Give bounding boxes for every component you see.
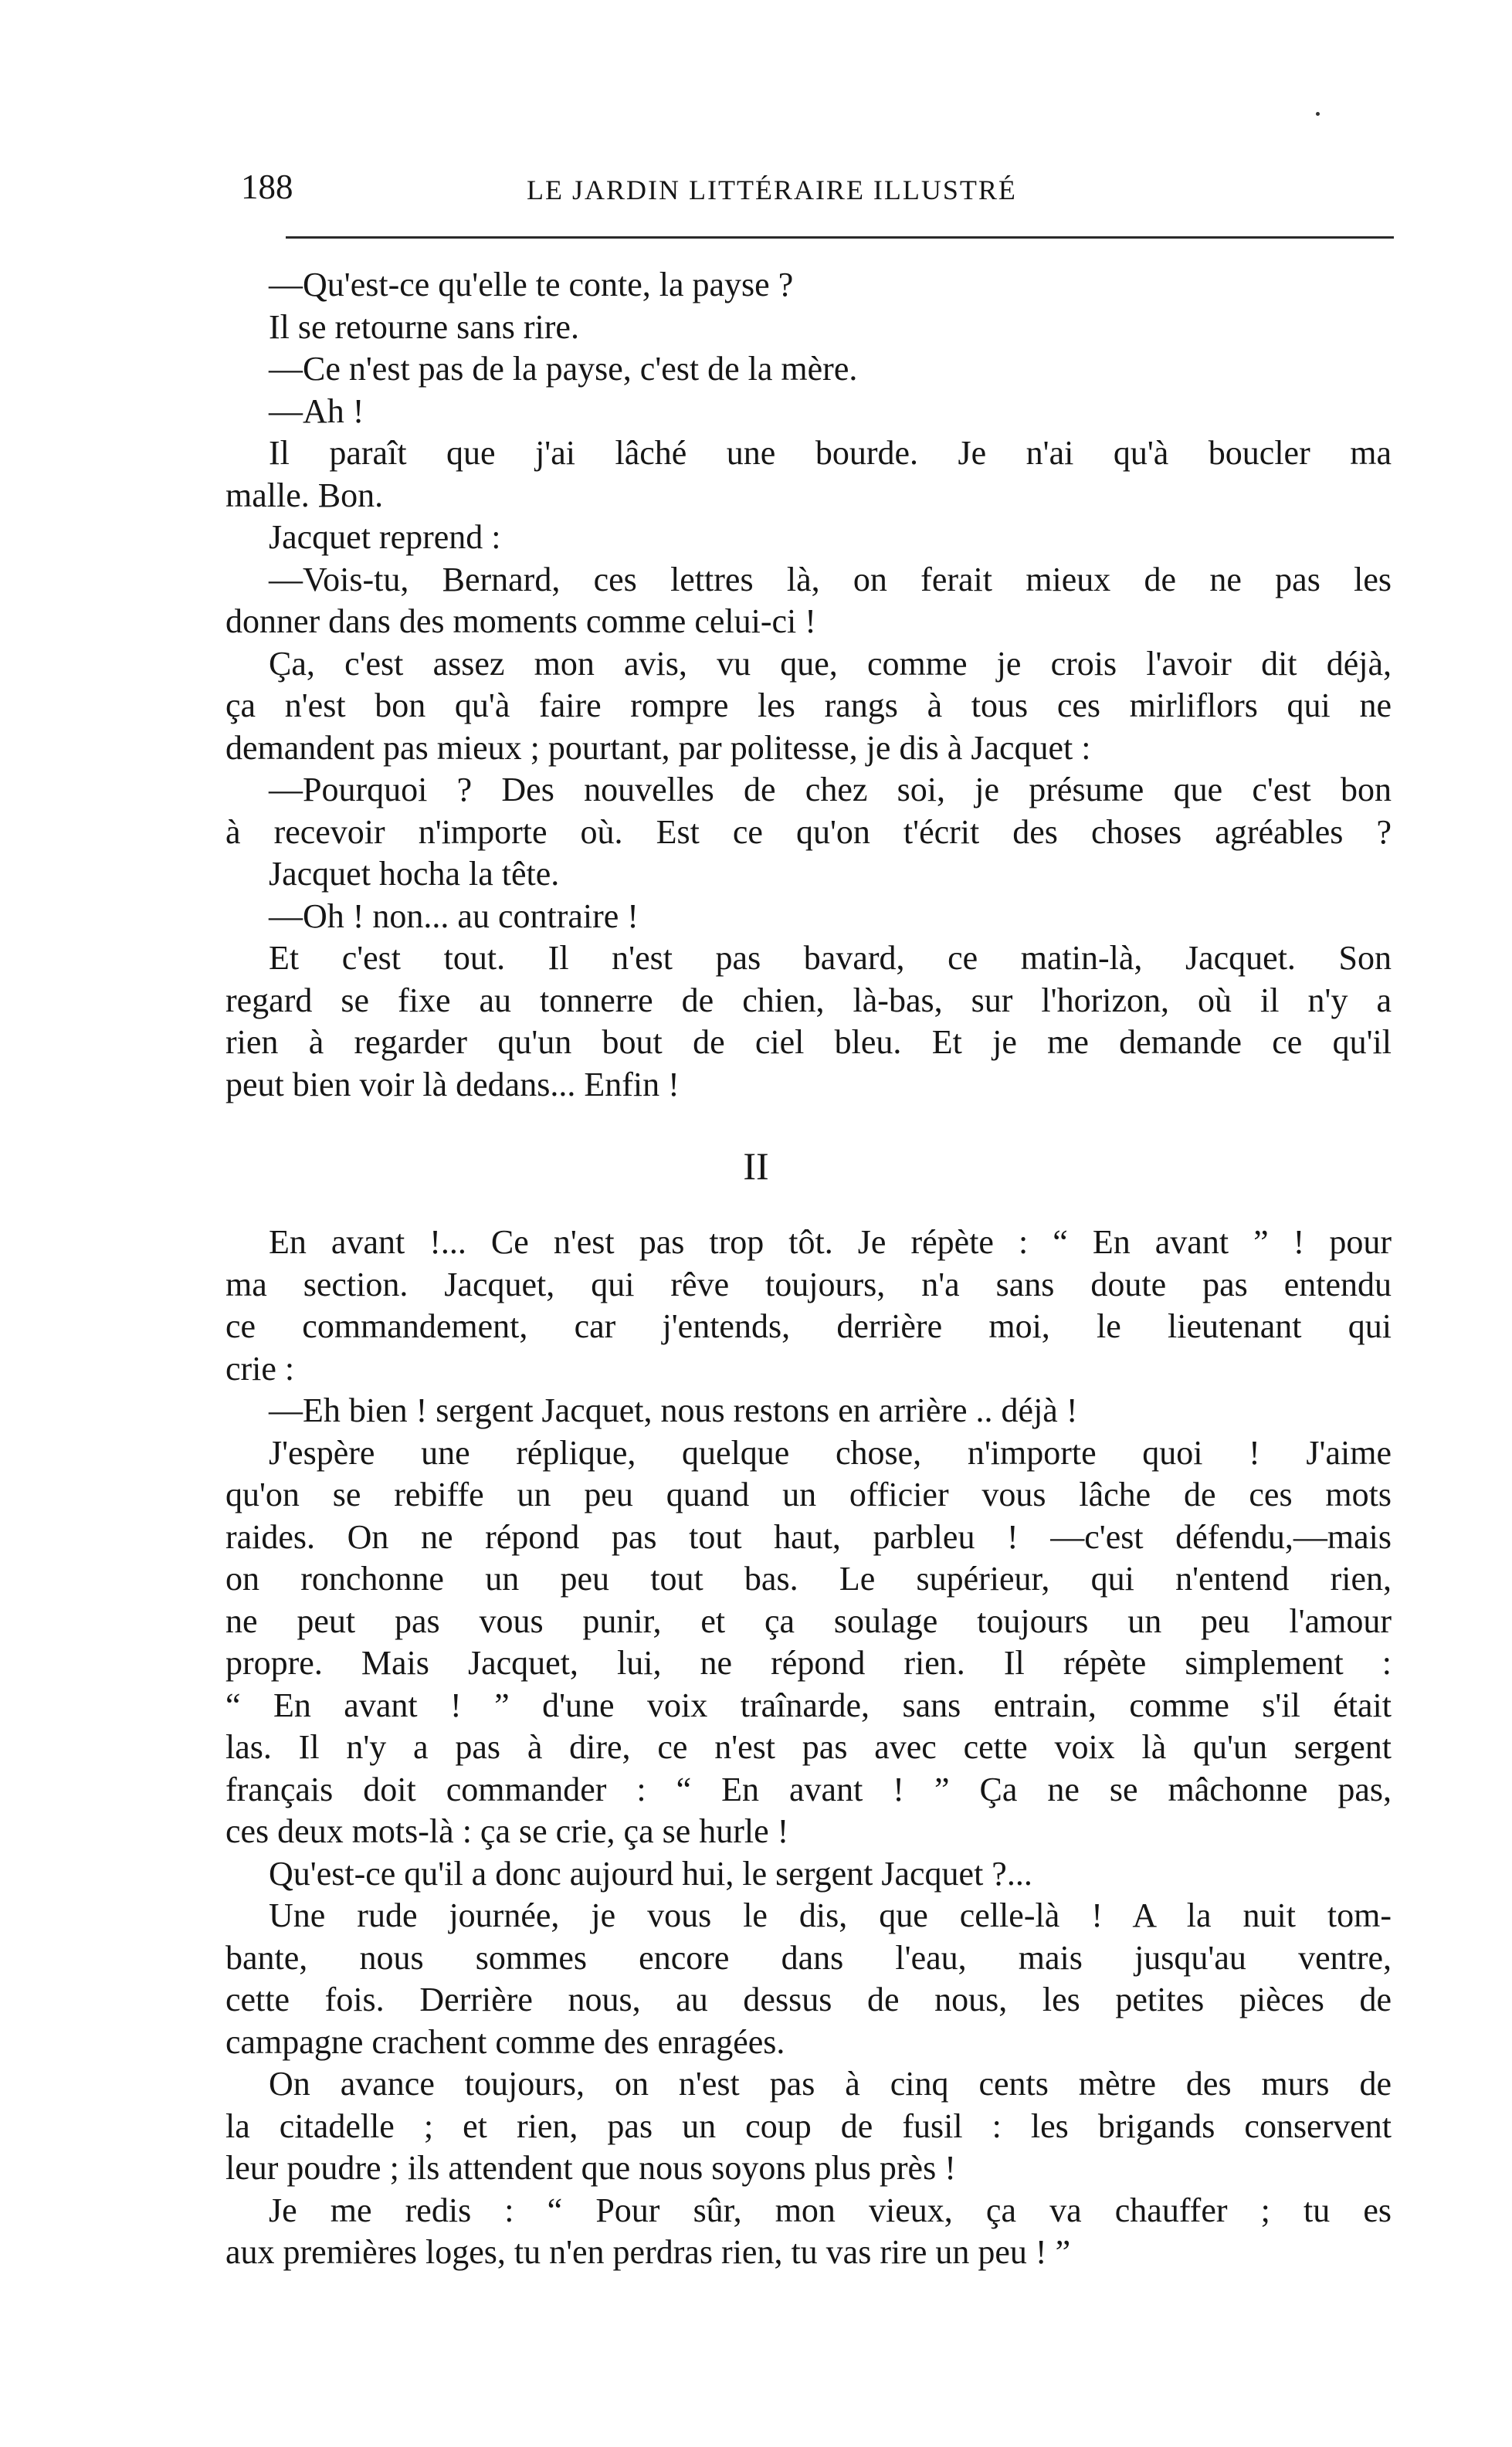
header-rule <box>286 236 1394 239</box>
text-line: “ En avant ! ” d'une voix traînarde, sans entrain, comme s'il était <box>225 1686 1392 1724</box>
text-line: Qu'est-ce qu'il a donc aujourd hui, le sergent Jacquet ?... <box>269 1854 1032 1893</box>
text-line: la citadelle ; et rien, pas un coup de fusil : les brigands conservent <box>225 2106 1392 2145</box>
print-speck <box>1316 112 1320 116</box>
text-line: français doit commander : “ En avant ! ” Ça ne se mâchonne pas, <box>225 1770 1392 1808</box>
text-line: Et c'est tout. Il n'est pas bavard, ce matin-là, Jacquet. Son <box>269 939 1392 977</box>
text-line: raides. On ne répond pas tout haut, parbleu ! —c'est défendu,—mais <box>225 1517 1392 1556</box>
text-line: regard se fixe au tonnerre de chien, là-bas, sur l'horizon, où il n'y a <box>225 981 1392 1019</box>
text-line: Jacquet reprend : <box>269 518 501 556</box>
text-line: malle. Bon. <box>225 476 384 514</box>
text-line: Il se retourne sans rire. <box>269 307 579 346</box>
text-line: Ça, c'est assez mon avis, vu que, comme je crois l'avoir dit déjà, <box>269 644 1392 683</box>
text-line: On avance toujours, on n'est pas à cinq cents mètre des murs de <box>269 2065 1392 2103</box>
text-line: Je me redis : “ Pour sûr, mon vieux, ça va chauffer ; tu es <box>269 2191 1392 2229</box>
text-line: crie : <box>225 1349 295 1388</box>
text-line: leur poudre ; ils attendent que nous soyons plus près ! <box>225 2149 956 2187</box>
text-line: —Ah ! <box>269 391 364 430</box>
text-line: J'espère une réplique, quelque chose, n'importe quoi ! J'aime <box>269 1433 1392 1472</box>
text-line: campagne crachent comme des enragées. <box>225 2022 785 2061</box>
text-line: aux premières loges, tu n'en perdras rien, tu vas rire un peu ! ” <box>225 2233 1071 2271</box>
text-line: Il paraît que j'ai lâché une bourde. Je n'ai qu'à boucler ma <box>269 434 1392 472</box>
text-line: donner dans des moments comme celui-ci ! <box>225 602 816 640</box>
text-line: ne peut pas vous punir, et ça soulage toujours un peu l'amour <box>225 1601 1392 1640</box>
text-line: Une rude journée, je vous le dis, que celle-là ! A la nuit tom- <box>269 1896 1392 1934</box>
text-line: —Vois-tu, Bernard, ces lettres là, on ferait mieux de ne pas les <box>269 560 1392 598</box>
running-title: LE JARDIN LITTÉRAIRE ILLUSTRÉ <box>527 175 1017 205</box>
text-line: ça n'est bon qu'à faire rompre les rangs à tous ces mirliflors qui ne <box>225 686 1392 724</box>
section-heading: II <box>743 1144 769 1188</box>
page-header <box>225 164 1392 210</box>
text-line: Jacquet hocha la tête. <box>269 855 560 893</box>
text-line: —Qu'est-ce qu'elle te conte, la payse ? <box>269 266 794 303</box>
text-line: —Ce n'est pas de la payse, c'est de la mère. <box>269 350 858 388</box>
text-line: —Oh ! non... au contraire ! <box>269 896 639 935</box>
text-line: à recevoir n'importe où. Est ce qu'on t'écrit des choses agréables ? <box>225 812 1392 851</box>
text-line: ma section. Jacquet, qui rêve toujours, n'a sans doute pas entendu <box>225 1265 1392 1303</box>
text-line: peut bien voir là dedans... Enfin ! <box>225 1065 680 1103</box>
page-number: 188 <box>241 168 293 206</box>
text-line: bante, nous sommes encore dans l'eau, mais jusqu'au ventre, <box>225 1938 1392 1977</box>
text-line: —Pourquoi ? Des nouvelles de chez soi, je présume que c'est bon <box>269 771 1392 808</box>
text-line: cette fois. Derrière nous, au dessus de nous, les petites pièces de <box>225 1981 1392 2018</box>
text-line: En avant !... Ce n'est pas trop tôt. Je répète : “ En avant ” ! pour <box>269 1223 1392 1261</box>
body-text-part-1 <box>225 264 1392 1106</box>
text-line: rien à regarder qu'un bout de ciel bleu. Et je me demande ce qu'il <box>225 1023 1392 1061</box>
text-line: qu'on se rebiffe un peu quand un officier vous lâche de ces mots <box>225 1476 1392 1513</box>
text-line: ce commandement, car j'entends, derrière moi, le lieutenant qui <box>225 1307 1392 1345</box>
text-line: las. Il n'y a pas à dire, ce n'est pas avec cette voix là qu'un sergent <box>225 1728 1392 1766</box>
text-line: demandent pas mieux ; pourtant, par politesse, je dis à Jacquet : <box>225 728 1091 767</box>
text-line: on ronchonne un peu tout bas. Le supérieur, qui n'entend rien, <box>225 1560 1392 1598</box>
text-line: ces deux mots-là : ça se crie, ça se hurle ! <box>225 1812 789 1850</box>
body-text-part-2 <box>225 1222 1392 2274</box>
text-line: propre. Mais Jacquet, lui, ne répond rien. Il répète simplement : <box>225 1644 1392 1682</box>
text-line: —Eh bien ! sergent Jacquet, nous restons en arrière .. déjà ! <box>269 1391 1078 1429</box>
